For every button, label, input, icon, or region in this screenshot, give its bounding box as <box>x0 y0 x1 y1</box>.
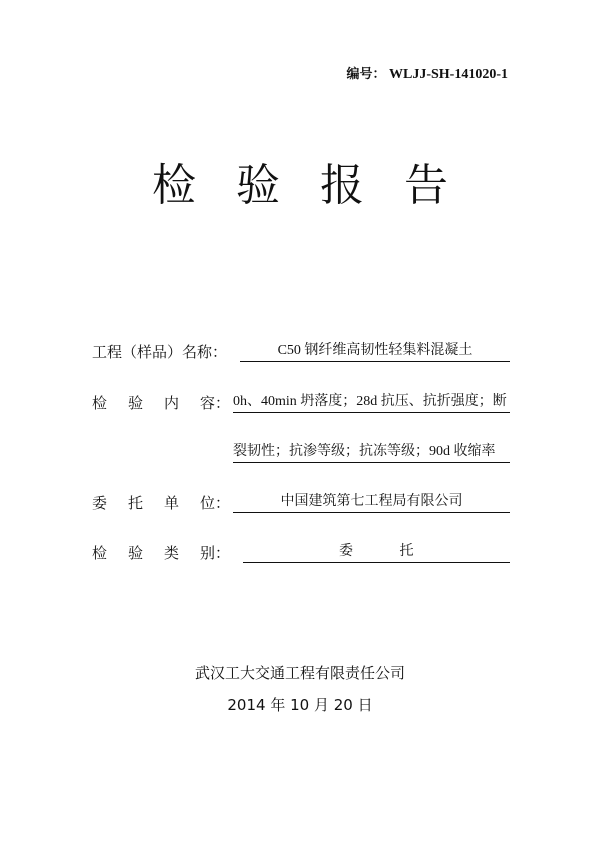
client-value: 中国建筑第七工程局有限公司 <box>233 492 510 513</box>
project-name-label: 工程（样品）名称： <box>92 343 228 361</box>
report-serial-number <box>0 63 508 83</box>
project-name-value: C50 钢纤维高韧性轻集料混凝土 <box>240 341 510 362</box>
test-content-value-line2: 裂韧性；抗渗等级；抗冻等级；90d 收缩率 <box>233 442 510 463</box>
report-date: 2014 年 10 月 20 日 <box>227 696 373 714</box>
test-content-value-line1: 0h、40min 坍落度；28d 抗压、抗折强度；断 <box>233 392 510 413</box>
test-category-label-text: 检 验 类 别： <box>92 544 230 562</box>
report-title: 检验报告 <box>152 160 488 211</box>
client-label <box>92 493 230 513</box>
serial-label: 编号： <box>346 67 386 82</box>
test-content-label <box>92 393 230 413</box>
test-category-label <box>92 543 230 563</box>
client-label-text: 委 托 单 位： <box>92 494 230 512</box>
test-content-label-text: 检 验 内 容： <box>92 394 230 412</box>
serial-value: WLJJ-SH-141020-1 <box>389 67 508 82</box>
test-category-value: 委 托 <box>243 542 510 563</box>
issuing-organization: 武汉工大交通工程有限责任公司 <box>194 664 405 682</box>
